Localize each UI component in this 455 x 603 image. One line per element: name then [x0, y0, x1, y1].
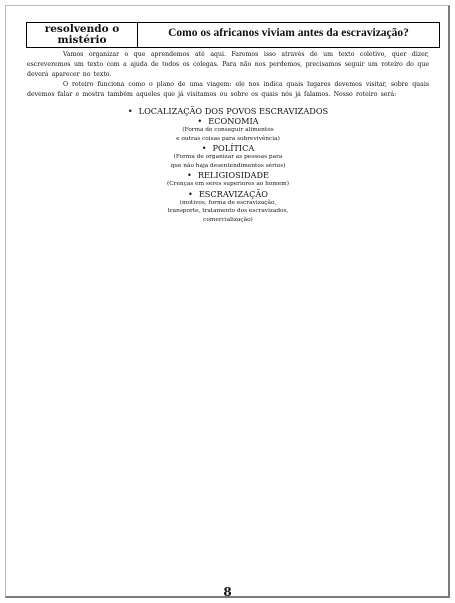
header-table	[26, 22, 440, 48]
topic-note: (Forma de organizar as pessoas para	[173, 154, 283, 160]
section-label	[27, 23, 138, 47]
list-item	[27, 189, 429, 225]
section-label-line1: resolvendo o	[44, 23, 120, 35]
topic-note: (motivos, forma de escravização,	[179, 199, 277, 206]
topic-list	[27, 106, 429, 224]
topic-note: que não haja desentendimentos sérios)	[170, 162, 286, 169]
topic-note: (Crenças em seres superiores ao homem)	[166, 181, 290, 187]
topic-label: • POLÍTICA	[202, 143, 255, 153]
topic-note: e outras coisas para sobrevivência)	[176, 135, 280, 142]
topic-label: • RELIGIOSIDADE	[187, 170, 269, 180]
section-label-line2: mistério	[57, 34, 107, 46]
topic-label: • ESCRAVIZAÇÃO	[188, 189, 268, 199]
topic-label: • ECONOMIA	[197, 116, 258, 126]
list-item	[27, 106, 429, 116]
topic-label: • LOCALIZAÇÃO DOS POVOS ESCRAVIZADOS	[128, 106, 328, 116]
list-item	[27, 143, 429, 170]
list-item	[27, 116, 429, 143]
paragraph-roteiro: O roteiro funciona como o plano de uma viagem: ele nos indica quais lugares devemos visitar, sobre quais devemos falar e mostra também aqueles que já visitamos ou sobre os quais nós já falamos. Nosso roteiro será:	[27, 81, 429, 98]
topic-note: transporte, tratamento dos escravizados,	[167, 208, 289, 214]
topic-note: (Forma de conseguir alimentos	[182, 127, 274, 133]
page-number: 8	[223, 585, 232, 599]
document-body	[27, 50, 429, 224]
topic-note: comercialização)	[203, 216, 253, 223]
list-item	[27, 170, 429, 189]
page-title: Como os africanos viviam antes da escravização?	[168, 27, 409, 39]
paragraph-intro: Vamos organizar o que aprendemos até aqui. Faremos isso através de um texto coletivo, quer dizer, escreveremos um texto com a ajuda de todos os colegas. Para não nos perdemos, precisamos seguir um roteiro do que deverá aparecer no texto.	[27, 51, 429, 78]
